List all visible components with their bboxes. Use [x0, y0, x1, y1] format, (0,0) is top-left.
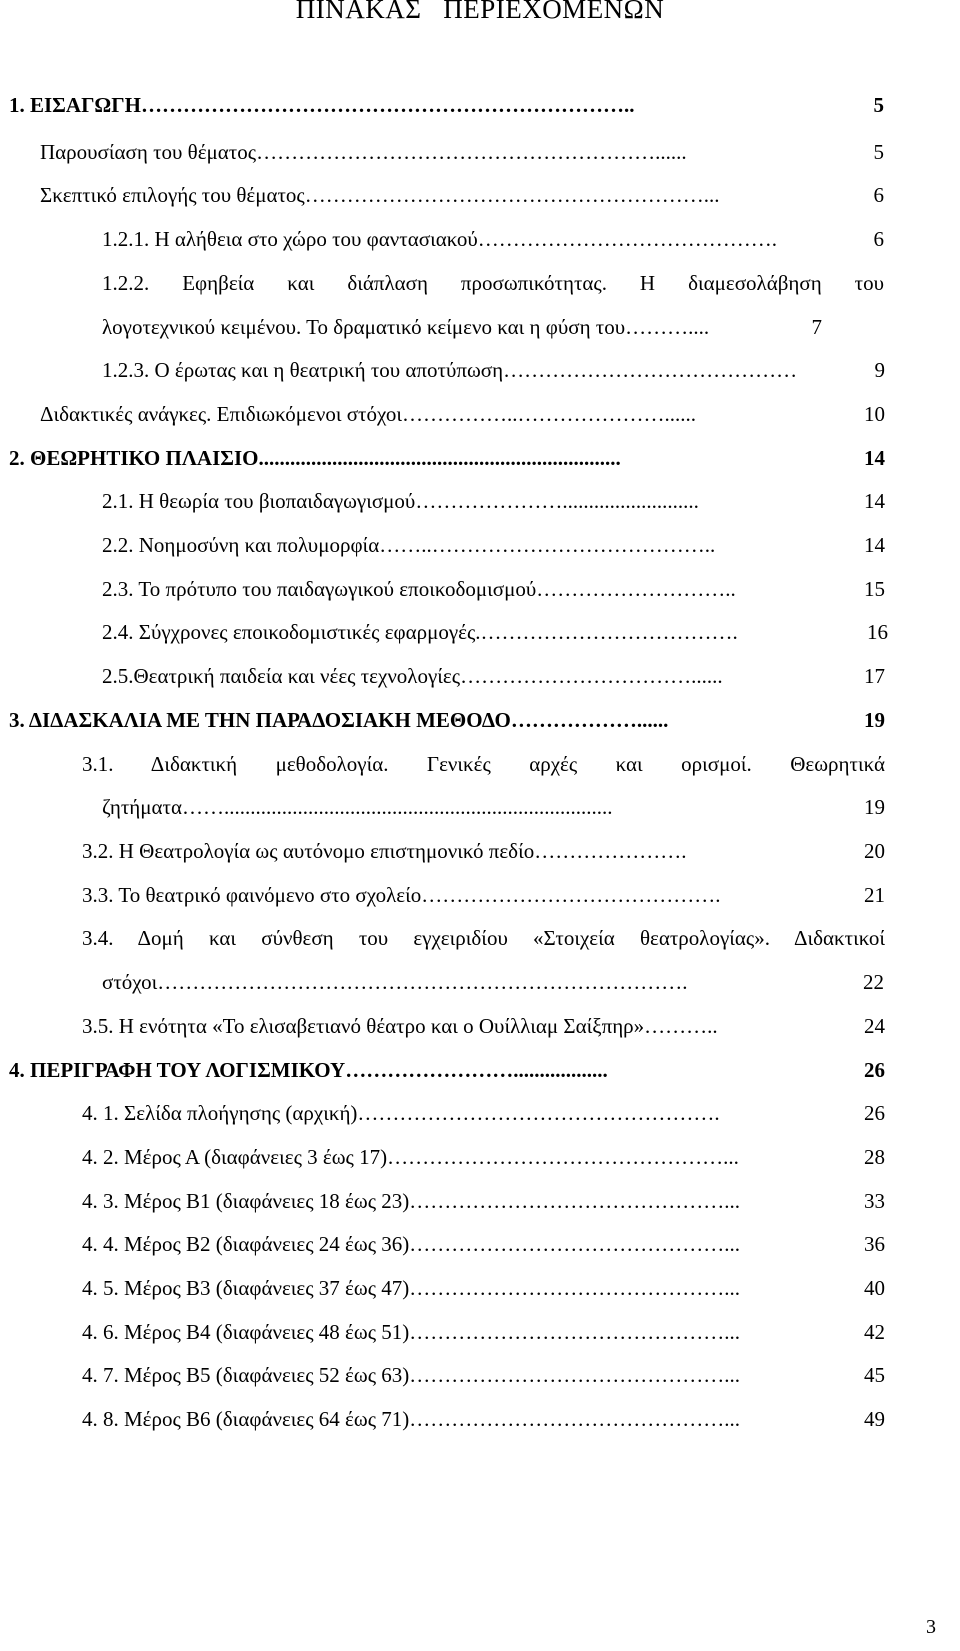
toc-entry-title: Σκεπτικό επιλογής του θέματος: [40, 183, 305, 207]
toc-entry-page: 45: [864, 1363, 885, 1387]
toc-entry-page: 49: [864, 1407, 885, 1431]
toc-entry-page: 5: [873, 93, 884, 117]
toc-entry-page: 40: [864, 1276, 885, 1300]
toc-entry-title: 4. 4. Μέρος Β2 (διαφάνειες 24 έως 36): [82, 1232, 410, 1256]
toc-entry-title: 3.3. Το θεατρικό φαινόμενο στο σχολείο: [82, 883, 422, 907]
toc-entry: [9, 445, 885, 471]
toc-entry-page: 16: [867, 620, 888, 644]
toc-entry-leader: ………………………………………...: [409, 1320, 741, 1344]
toc-entry-leader: ……..…………………………………..: [379, 533, 716, 557]
toc-entry: [82, 751, 885, 777]
toc-entry-leader: …………………………………………...: [387, 1145, 739, 1169]
toc-entry-title: 4. ΠΕΡΙΓΡΑΦΗ ΤΟΥ ΛΟΓΙΣΜΙΚΟΥ: [9, 1058, 346, 1082]
toc-entry-title: 4. 5. Μέρος Β3 (διαφάνειες 37 έως 47): [82, 1276, 410, 1300]
toc-entry-title: 2.3. Το πρότυπο του παιδαγωγικού εποικοδομισμού: [102, 577, 537, 601]
toc-entry-leader: ………………….: [534, 839, 687, 863]
toc-entry: [102, 314, 822, 340]
toc-entry-page: 10: [864, 402, 885, 426]
toc-entry-title: 4. 1. Σελίδα πλοήγησης (αρχική): [82, 1101, 358, 1125]
toc-entry-leader: …………………………………………….: [357, 1101, 720, 1125]
toc-entry-page: 6: [873, 227, 884, 251]
toc-entry-leader: ………..: [644, 1014, 718, 1038]
toc-entry-leader: …………………………………….: [421, 883, 721, 907]
toc-entry: [82, 1275, 885, 1301]
toc-entry: [82, 1231, 885, 1257]
toc-entry: [82, 1406, 885, 1432]
toc-entry: [102, 576, 885, 602]
toc-entry: [102, 357, 885, 383]
toc-entry: [9, 1057, 885, 1083]
toc-entry: [82, 1013, 885, 1039]
toc-entry-page: 21: [864, 883, 885, 907]
toc-entry-leader: …………………………………………………...: [304, 183, 720, 207]
toc-entry-page: 24: [864, 1014, 885, 1038]
toc-entry-title: Διδακτικές ανάγκες. Επιδιωκόμενοι στόχοι: [40, 402, 402, 426]
toc-entry: [102, 619, 888, 645]
toc-entry-leader: ……………………………………………………………..: [140, 93, 635, 117]
toc-entry-title: 4. 7. Μέρος Β5 (διαφάνειες 52 έως 63): [82, 1363, 410, 1387]
toc-entry-title: 4. 2. Μέρος Α (διαφάνειες 3 έως 17): [82, 1145, 388, 1169]
toc-entry: [82, 1144, 885, 1170]
toc-entry: [102, 488, 885, 514]
toc-entry-leader: .....................................................................: [258, 446, 621, 470]
toc-entry-title: 4. 6. Μέρος Β4 (διαφάνειες 48 έως 51): [82, 1320, 410, 1344]
toc-entry-page: 15: [864, 577, 885, 601]
toc-entry-title: ζητήματα: [102, 795, 182, 819]
toc-entry-leader: ………………......: [510, 708, 669, 732]
toc-entry-leader: .……………………………….: [475, 620, 738, 644]
toc-entry: [102, 794, 885, 820]
toc-entry-page: 36: [864, 1232, 885, 1256]
toc-entry: [82, 1100, 885, 1126]
toc-entry-page: 5: [873, 140, 884, 164]
toc-entry-leader: ……………………………………: [503, 358, 798, 382]
toc-entry-leader: ……………………..................: [345, 1058, 608, 1082]
toc-entry: [102, 270, 884, 296]
toc-entry-page: 14: [864, 533, 885, 557]
toc-entry-page: 14: [864, 489, 885, 513]
toc-entry-page: 26: [864, 1101, 885, 1125]
toc-entry-leader: ……………………………......: [460, 664, 723, 688]
toc-entry-title: 3.5. Η ενότητα «Το ελισαβετιανό θέατρο και ο Ουίλλιαμ Σαίξπηρ»: [82, 1014, 645, 1038]
toc-entry-leader: ………………………………………...: [409, 1189, 741, 1213]
toc-entry: [82, 925, 885, 951]
page-number: 3: [926, 1616, 936, 1638]
toc-entry-leader: ………………………………………...: [409, 1363, 741, 1387]
toc-entry: [40, 182, 884, 208]
toc-entry: [102, 532, 885, 558]
toc-entry-title: 3.1. Διδακτική μεθοδολογία. Γενικές αρχές και ορισμοί. Θεωρητικά: [82, 752, 885, 776]
toc-entry-title: 2.4. Σύγχρονες εποικοδομιστικές εφαρμογές: [102, 620, 476, 644]
toc-entry-page: 20: [864, 839, 885, 863]
toc-entry: [40, 401, 885, 427]
toc-entry-leader: ………....: [625, 315, 710, 339]
toc-entry-title: 2.1. Η θεωρία του βιοπαιδαγωγισμού: [102, 489, 416, 513]
toc-entry-page: 19: [864, 708, 885, 732]
toc-entry-title: 1.2.1. Η αλήθεια στο χώρο του φαντασιακού: [102, 227, 478, 251]
toc-entry: [9, 707, 885, 733]
toc-entry: [40, 139, 884, 165]
toc-entry-page: 33: [864, 1189, 885, 1213]
toc-entry-leader: …………………………………….: [477, 227, 777, 251]
toc-entry: [102, 663, 885, 689]
toc-entry-title: 1. ΕΙΣΑΓΩΓΗ: [9, 93, 141, 117]
toc-entry-page: 7: [811, 315, 822, 339]
toc-entry-title: 3. ΔΙΔΑΣΚΑΛΙΑ ΜΕ ΤΗΝ ΠΑΡΑΔΟΣΙΑΚΗ ΜΕΘΟΔΟ: [9, 708, 511, 732]
toc-entry: [102, 226, 884, 252]
toc-entry-leader: …………………..........................: [415, 489, 699, 513]
toc-entry-leader: ……………..…………………......: [402, 402, 696, 426]
toc-entry-page: 28: [864, 1145, 885, 1169]
toc-entry-leader: ………………………………………...: [409, 1407, 741, 1431]
toc-entry-leader: ……..........................................................................: [181, 795, 613, 819]
toc-entry-title: 3.2. Η Θεατρολογία ως αυτόνομο επιστημονικό πεδίο: [82, 839, 535, 863]
toc-entry: [82, 1188, 885, 1214]
toc-entry: [82, 1362, 885, 1388]
toc-entry: [9, 92, 884, 118]
toc-entry-title: 3.4. Δομή και σύνθεση του εγχειριδίου «Στοιχεία θεατρολογίας». Διδακτικοί: [82, 926, 885, 950]
toc-entry-title: 2. ΘΕΩΡΗΤΙΚΟ ΠΛΑΙΣΙΟ: [9, 446, 259, 470]
toc-entry-title: 4. 3. Μέρος Β1 (διαφάνειες 18 έως 23): [82, 1189, 410, 1213]
toc-entry-leader: …………………………………………………......: [256, 140, 687, 164]
toc-entry-leader: ………………………..: [536, 577, 736, 601]
toc-entry-title: 2.5.Θεατρική παιδεία και νέες τεχνολογίες: [102, 664, 461, 688]
toc-entry-page: 26: [864, 1058, 885, 1082]
toc-entry-leader: ………………………………………………………………….: [157, 970, 688, 994]
toc-entry-title: στόχοι: [102, 970, 158, 994]
toc-entry: [102, 969, 884, 995]
toc-entry: [82, 1319, 885, 1345]
toc-entry-title: 1.2.3. Ο έρωτας και η θεατρική του αποτύπωση: [102, 358, 504, 382]
page-title: ΠΙΝΑΚΑΣ ΠΕΡΙΕΧΟΜΕΝΩΝ: [295, 0, 665, 24]
toc-entry-page: 9: [874, 358, 885, 382]
toc-entry-title: 2.2. Νοημοσύνη και πολυμορφία: [102, 533, 380, 557]
toc-entry-title: λογοτεχνικού κειμένου. Το δραματικό κείμενο και η φύση του: [102, 315, 626, 339]
toc-entry: [82, 882, 885, 908]
toc-entry-page: 42: [864, 1320, 885, 1344]
toc-entry-title: 1.2.2. Εφηβεία και διάπλαση προσωπικότητας. Η διαμεσολάβηση του: [102, 271, 884, 295]
toc-entry-page: 22: [863, 970, 884, 994]
toc-entry-title: Παρουσίαση του θέματος: [40, 140, 257, 164]
toc-entry-page: 14: [864, 446, 885, 470]
toc-entry: [82, 838, 885, 864]
toc-entry-page: 17: [864, 664, 885, 688]
toc-entry-page: 19: [864, 795, 885, 819]
toc-entry-page: 6: [873, 183, 884, 207]
toc-entry-title: 4. 8. Μέρος Β6 (διαφάνειες 64 έως 71): [82, 1407, 410, 1431]
toc-entry-leader: ………………………………………...: [409, 1276, 741, 1300]
toc-entry-leader: ………………………………………...: [409, 1232, 741, 1256]
